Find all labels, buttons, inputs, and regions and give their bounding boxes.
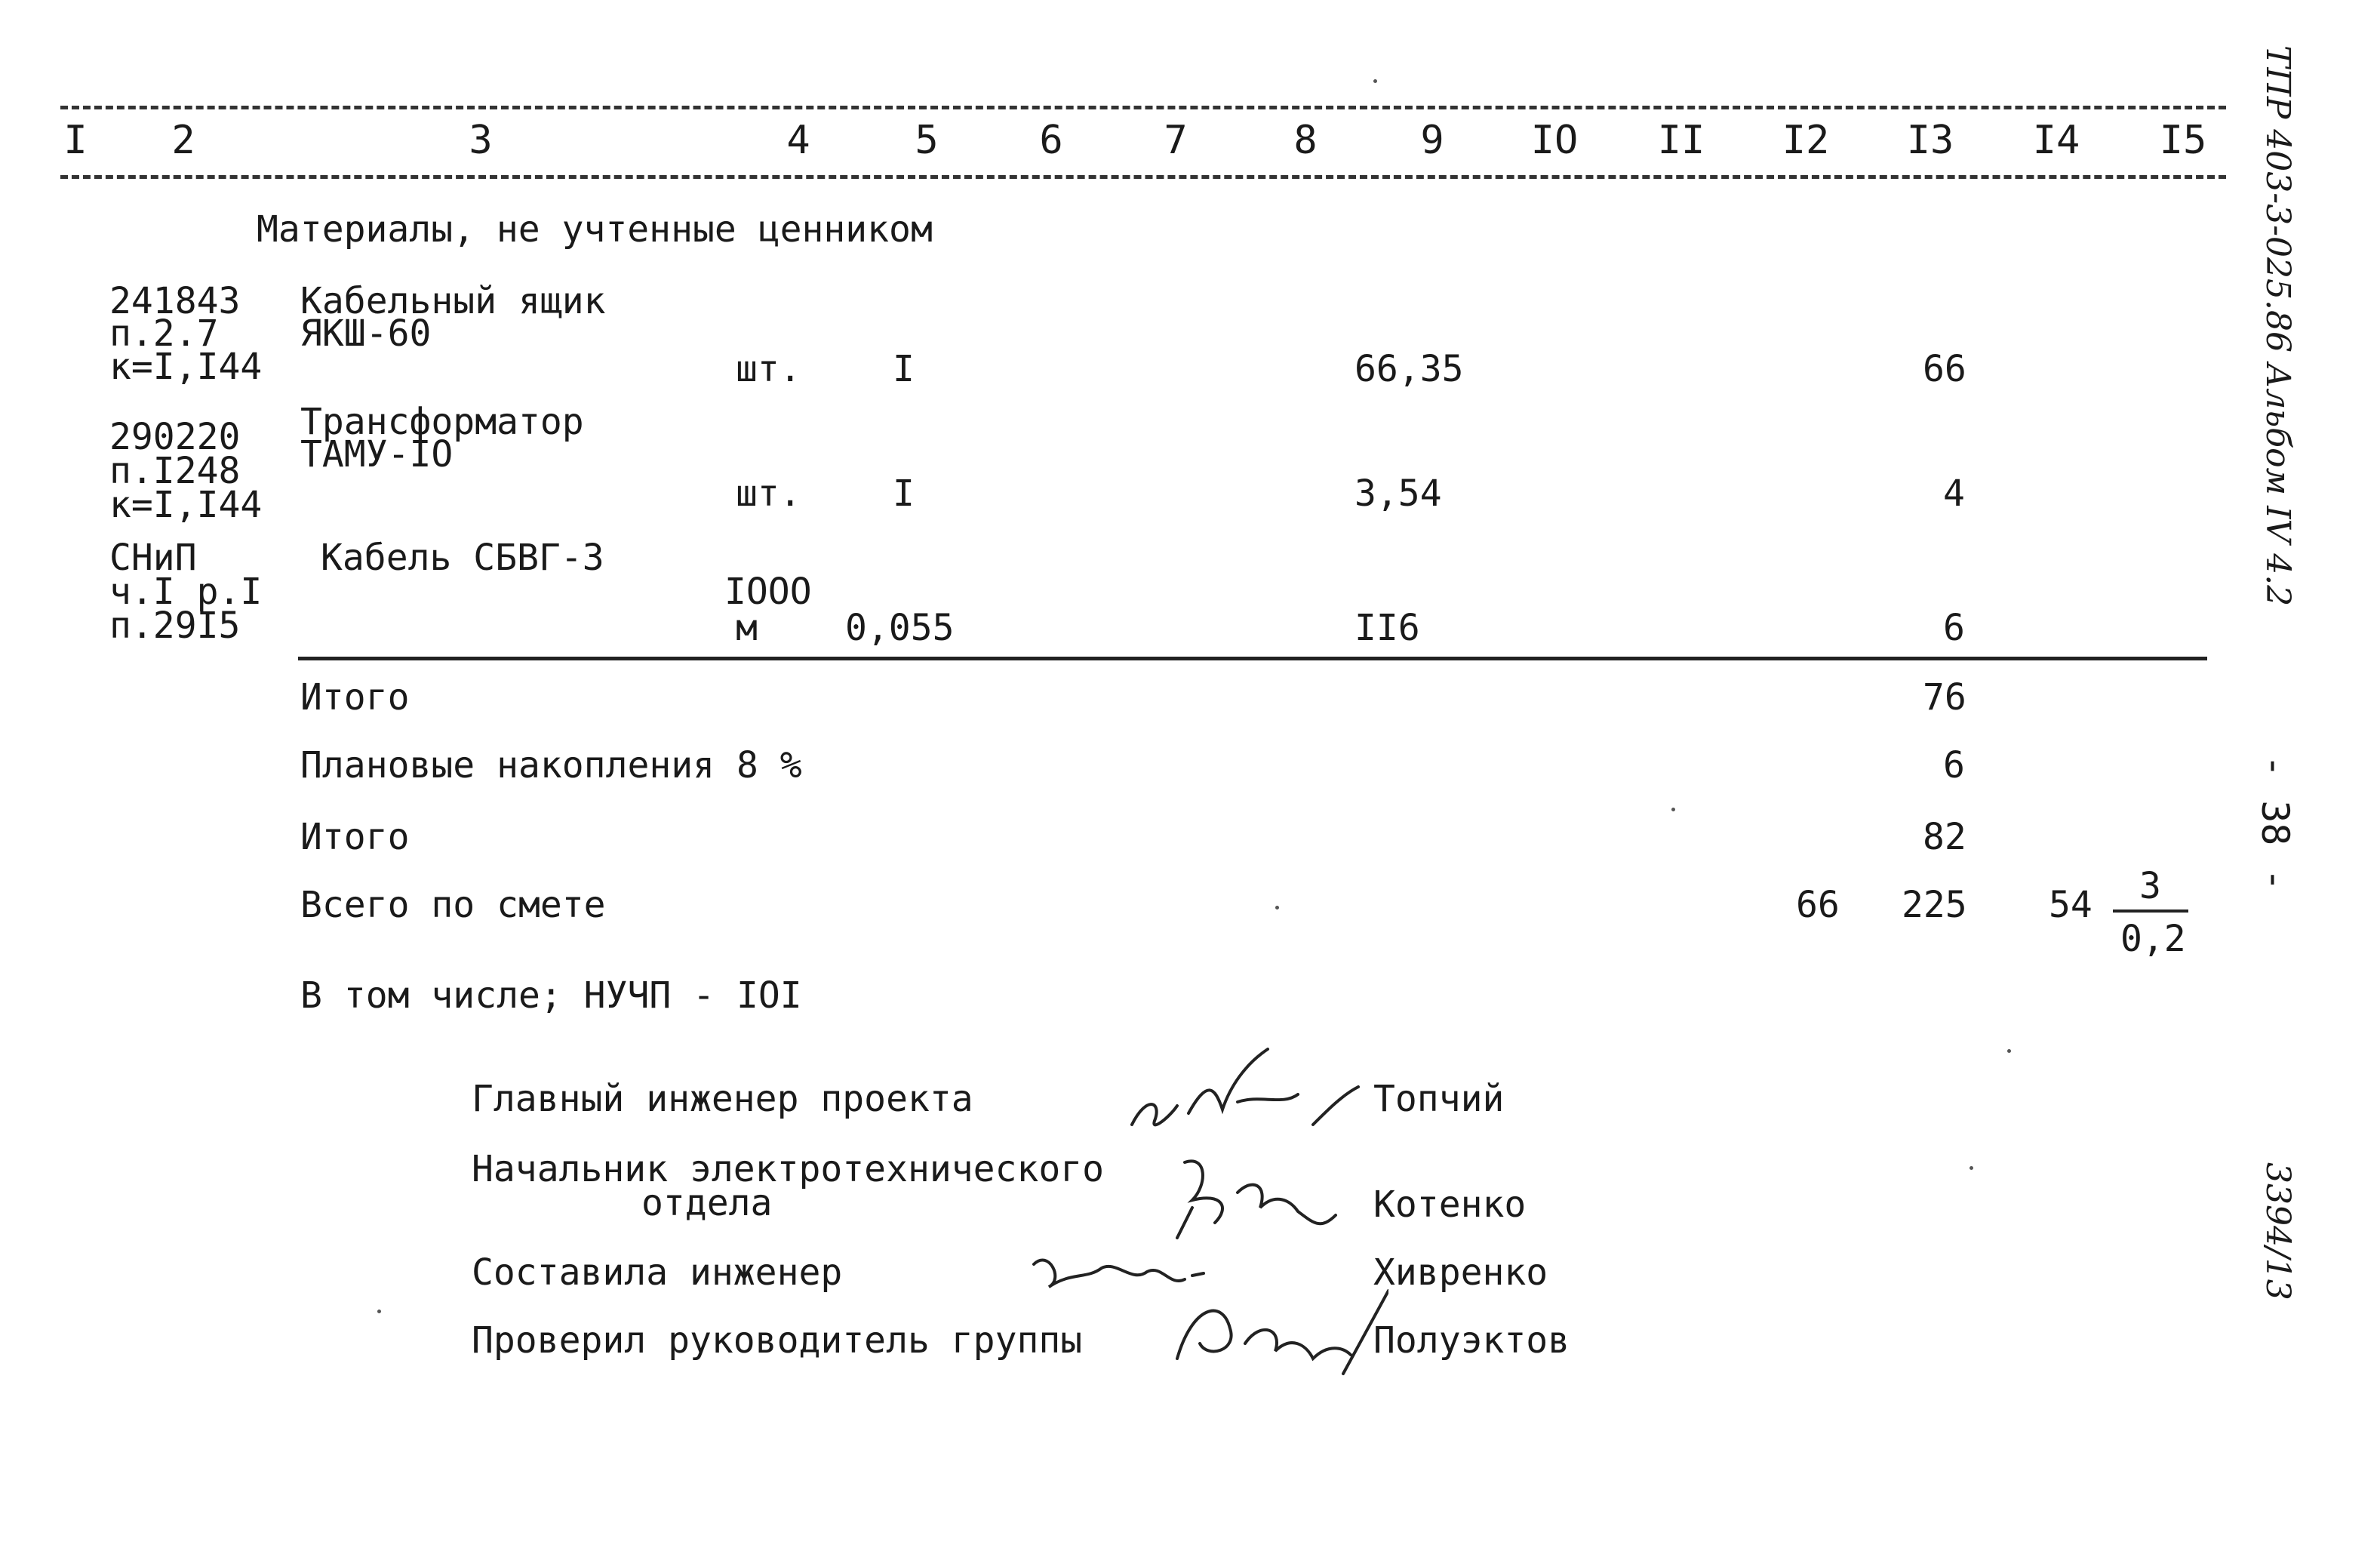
- row-total: 66: [1923, 348, 1966, 390]
- grand-total-label: Всего по смете: [300, 884, 606, 926]
- column-number: 4: [786, 118, 810, 163]
- table-separator: [298, 657, 2207, 660]
- column-number: 7: [1164, 118, 1188, 163]
- column-number: IO: [1530, 118, 1579, 163]
- row-code: ч.I р.I: [109, 571, 263, 613]
- accumulation-label: Плановые накопления 8 %: [300, 744, 802, 786]
- including-line: В том числе; НУЧП - IOI: [300, 974, 802, 1017]
- row-code: 290220: [109, 416, 241, 458]
- scan-speck: [1671, 808, 1675, 811]
- itogo-label: Итого: [300, 676, 410, 719]
- row-qty: I: [893, 472, 915, 515]
- accumulation-value: 6: [1943, 744, 1965, 786]
- column-number: I4: [2032, 118, 2080, 163]
- row-code: п.2.7: [109, 312, 219, 355]
- column-number: 2: [171, 118, 195, 163]
- column-number: I5: [2159, 118, 2207, 163]
- row-code: п.29I5: [109, 605, 241, 647]
- column-number: 8: [1293, 118, 1318, 163]
- row-code: к=I,I44: [109, 484, 263, 526]
- column-number: 6: [1039, 118, 1063, 163]
- signer-name: Топчий: [1373, 1078, 1505, 1120]
- grand-total-col15-numerator: 3: [2139, 865, 2161, 907]
- fraction-bar: [2113, 910, 2188, 913]
- signer-title: Составила инженер: [472, 1251, 843, 1294]
- column-number: I2: [1782, 118, 1830, 163]
- column-number: 9: [1420, 118, 1444, 163]
- column-number: I3: [1906, 118, 1954, 163]
- header-top-rule: [60, 106, 2226, 109]
- row-code: 241843: [109, 280, 241, 322]
- row-name: ЯКШ-60: [300, 312, 432, 355]
- row-qty: I: [893, 348, 915, 390]
- signer-title: Главный инженер проекта: [472, 1078, 973, 1120]
- handwritten-signature-2: [1162, 1140, 1343, 1245]
- scan-speck: [1275, 906, 1279, 910]
- row-code: СНиП: [109, 537, 197, 579]
- scan-speck: [377, 1310, 381, 1313]
- row-total: 6: [1943, 607, 1965, 649]
- signer-title: Проверил руководитель группы: [472, 1319, 1083, 1362]
- signer-name: Хивренко: [1373, 1251, 1548, 1294]
- header-bottom-rule: [60, 175, 2226, 179]
- row-total: 4: [1943, 472, 1965, 515]
- row-unit: м: [736, 607, 758, 649]
- row-name: Кабельный ящик: [300, 280, 606, 322]
- scan-speck: [2007, 1049, 2011, 1053]
- row-name: ТАМУ-IO: [300, 433, 454, 476]
- row-code: п.I248: [109, 450, 241, 492]
- row-name: Кабель СБВГ-3: [321, 537, 604, 579]
- row-unit: IOOO: [724, 571, 812, 613]
- signer-name: Полуэктов: [1373, 1319, 1570, 1362]
- row-unit: шт.: [736, 348, 801, 390]
- row-price: II6: [1355, 607, 1420, 649]
- handwritten-signature-4: [1162, 1276, 1388, 1381]
- grand-total-col12: 66: [1796, 884, 1840, 926]
- itogo-label: Итого: [300, 816, 410, 858]
- section-title: Материалы, не учтенные ценником: [257, 208, 933, 251]
- page-number: - 38 -: [2253, 755, 2297, 891]
- column-number: II: [1657, 118, 1705, 163]
- handwritten-signature-1: [1117, 1034, 1373, 1147]
- signer-title: отдела: [641, 1182, 773, 1224]
- column-number: I: [63, 118, 88, 163]
- grand-total-col15-denominator: 0,2: [2120, 918, 2186, 960]
- itogo-value: 82: [1923, 816, 1966, 858]
- row-price: 66,35: [1355, 348, 1464, 390]
- scan-speck: [1373, 79, 1377, 83]
- signer-title: Начальник электротехнического: [472, 1148, 1105, 1190]
- row-qty: 0,055: [845, 607, 955, 649]
- column-number: 5: [915, 118, 939, 163]
- grand-total-col13: 225: [1902, 884, 1967, 926]
- itogo-value: 76: [1923, 676, 1966, 719]
- inventory-number: 3394/13: [2259, 1162, 2297, 1300]
- row-unit: шт.: [736, 472, 801, 515]
- document-code: ТПР 403-3-025.86 Альбом IV 4.2: [2259, 45, 2297, 607]
- row-price: 3,54: [1355, 472, 1442, 515]
- row-name: Трансформатор: [300, 401, 584, 443]
- grand-total-col14: 54: [2049, 884, 2092, 926]
- signer-name: Котенко: [1373, 1183, 1527, 1226]
- row-code: к=I,I44: [109, 346, 263, 388]
- column-number: 3: [469, 118, 493, 163]
- scan-speck: [1969, 1166, 1973, 1170]
